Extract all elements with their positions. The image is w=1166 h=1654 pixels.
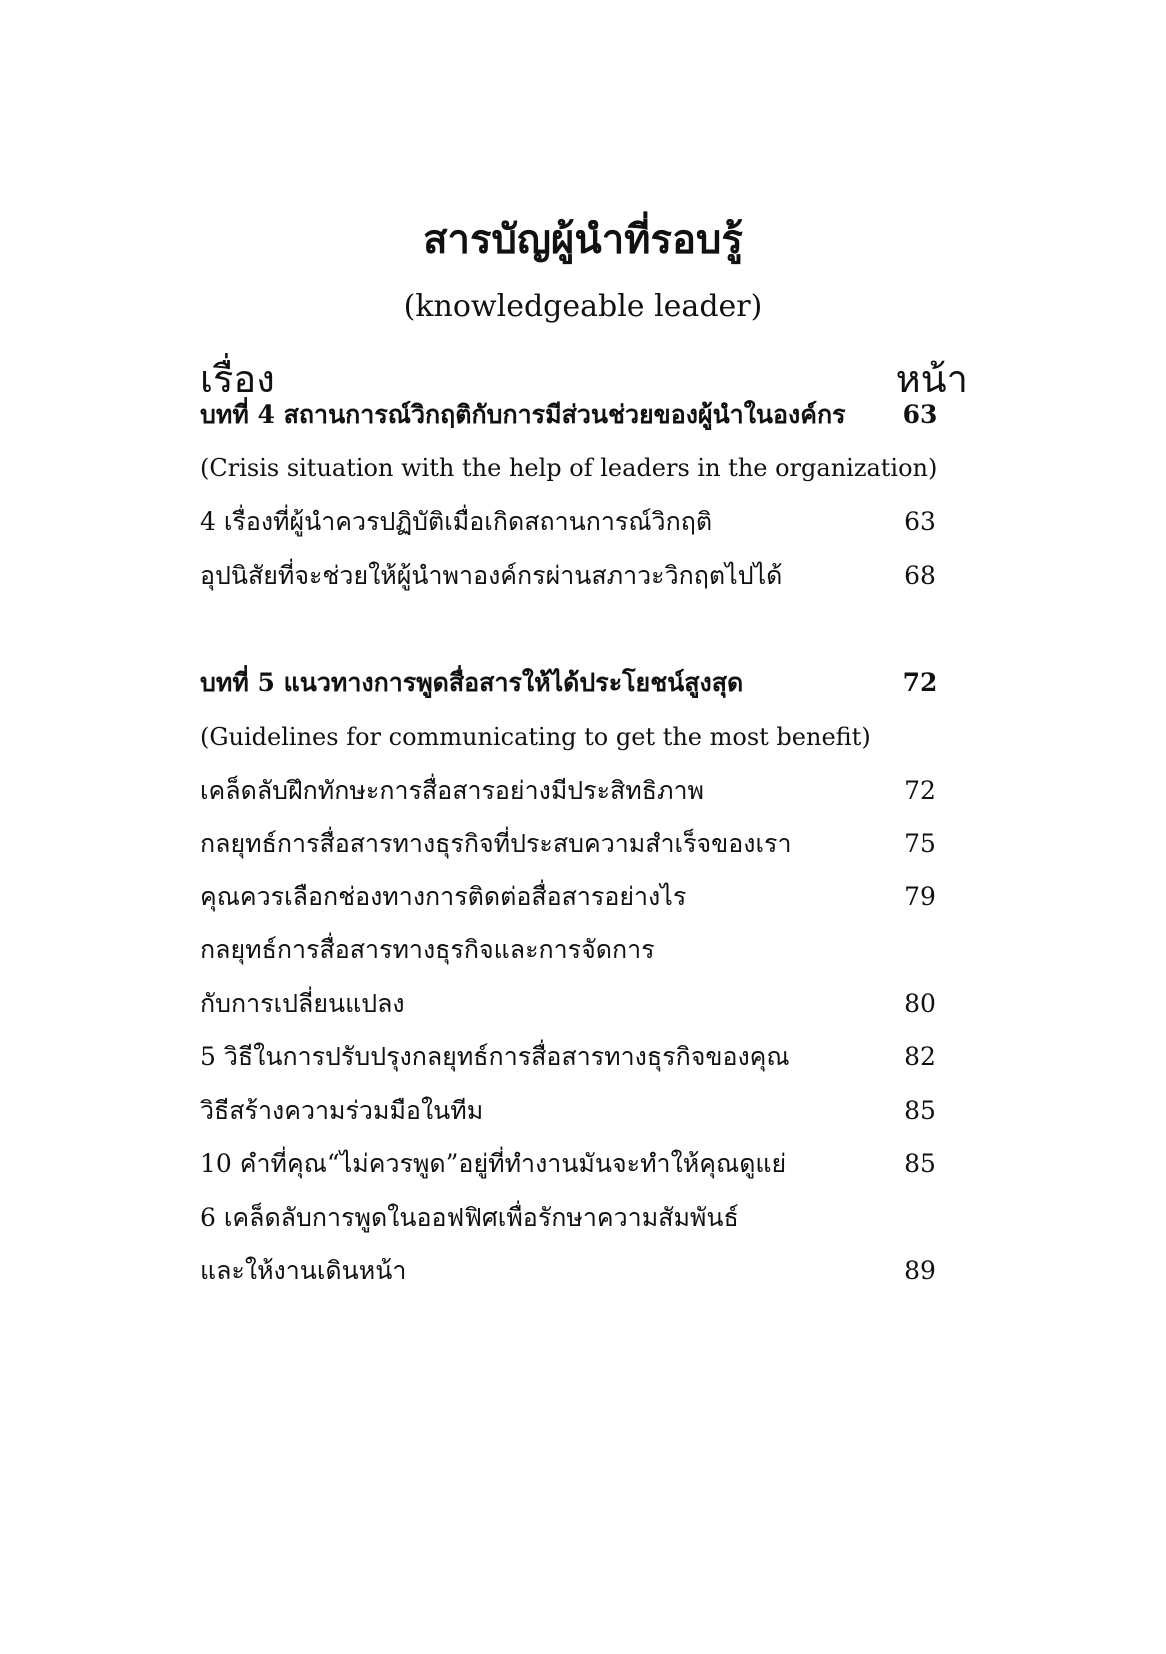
toc-entry [200, 767, 950, 815]
toc-entry-text: และให้งานเดินหน้า [200, 1256, 407, 1285]
toc-entry-page: 72 [902, 668, 938, 697]
toc-chapter-4 [200, 391, 950, 439]
toc-entry [200, 1087, 950, 1135]
toc-entry-text: วิธีสร้างความร่วมมือในทีม [200, 1096, 484, 1125]
toc-entry-text: 10 คำที่คุณ“ไม่ควรพูด”อยู่ที่ทำงานมันจะทำให้คุณดูแย่ [200, 1149, 787, 1178]
toc-entry-page: 85 [904, 1096, 936, 1125]
toc-entry-page: 75 [904, 829, 936, 858]
toc-entry-text: บทที่ 4 สถานการณ์วิกฤติกับการมีส่วนช่วยของผู้นำในองค์กร [200, 400, 846, 429]
toc-entry [200, 1247, 950, 1295]
toc-entry-page: 82 [904, 1042, 936, 1071]
toc-entry-text: เคล็ดลับฝึกทักษะการสื่อสารอย่างมีประสิทธิภาพ [200, 776, 705, 805]
toc-entry-text: อุปนิสัยที่จะช่วยให้ผู้นำพาองค์กรผ่านสภาวะวิกฤตไปได้ [200, 561, 783, 590]
toc-entry-text: 5 วิธีในการปรับปรุงกลยุทธ์การสื่อสารทางธุรกิจของคุณ [200, 1042, 790, 1071]
toc-entry-text: (Crisis situation with the help of leaders in the organization) [200, 454, 938, 482]
toc-entry-page: 63 [902, 400, 938, 429]
toc-entry-page: 68 [904, 561, 936, 590]
toc-entry [200, 820, 950, 868]
toc-chapter-5 [200, 659, 950, 707]
toc-chapter-5-english [200, 713, 950, 761]
toc-entry-text: 6 เคล็ดลับการพูดในออฟฟิศเพื่อรักษาความสัมพันธ์ [200, 1203, 739, 1232]
toc-entry [200, 926, 950, 974]
toc-entry-text: กับการเปลี่ยนแปลง [200, 989, 405, 1018]
page-column-header: หน้า [895, 357, 968, 401]
toc-entry-page: 85 [904, 1149, 936, 1178]
toc-entry-page: 72 [904, 776, 936, 805]
toc-entry [200, 873, 950, 921]
toc-entry [200, 980, 950, 1028]
toc-entry [200, 1140, 950, 1188]
toc-entry [200, 498, 950, 546]
toc-entry-text: กลยุทธ์การสื่อสารทางธุรกิจและการจัดการ [200, 935, 655, 964]
toc-entry-page: 79 [904, 882, 936, 911]
toc-entry [200, 552, 950, 600]
topic-column-header: เรื่อง [200, 357, 275, 401]
toc-entry-page: 80 [904, 989, 936, 1018]
toc-entry-text: บทที่ 5 แนวทางการพูดสื่อสารให้ได้ประโยชน์สูงสุด [200, 668, 744, 697]
toc-entry-text: (Guidelines for communicating to get the most benefit) [200, 723, 871, 751]
toc-entry [200, 1033, 950, 1081]
toc-entry-page: 89 [904, 1256, 936, 1285]
page-title: สารบัญผู้นำที่รอบรู้ [423, 216, 743, 263]
toc-entry-text: 4 เรื่องที่ผู้นำควรปฏิบัติเมื่อเกิดสถานการณ์วิกฤติ [200, 507, 713, 536]
toc-entry [200, 1194, 950, 1242]
toc-entry-text: กลยุทธ์การสื่อสารทางธุรกิจที่ประสบความสำเร็จของเรา [200, 829, 792, 858]
page-subtitle: (knowledgeable leader) [403, 289, 763, 324]
toc-entry-text: คุณควรเลือกช่องทางการติดต่อสื่อสารอย่างไร [200, 882, 687, 911]
toc-entry-page: 63 [904, 507, 936, 536]
toc-chapter-4-english [200, 444, 950, 492]
